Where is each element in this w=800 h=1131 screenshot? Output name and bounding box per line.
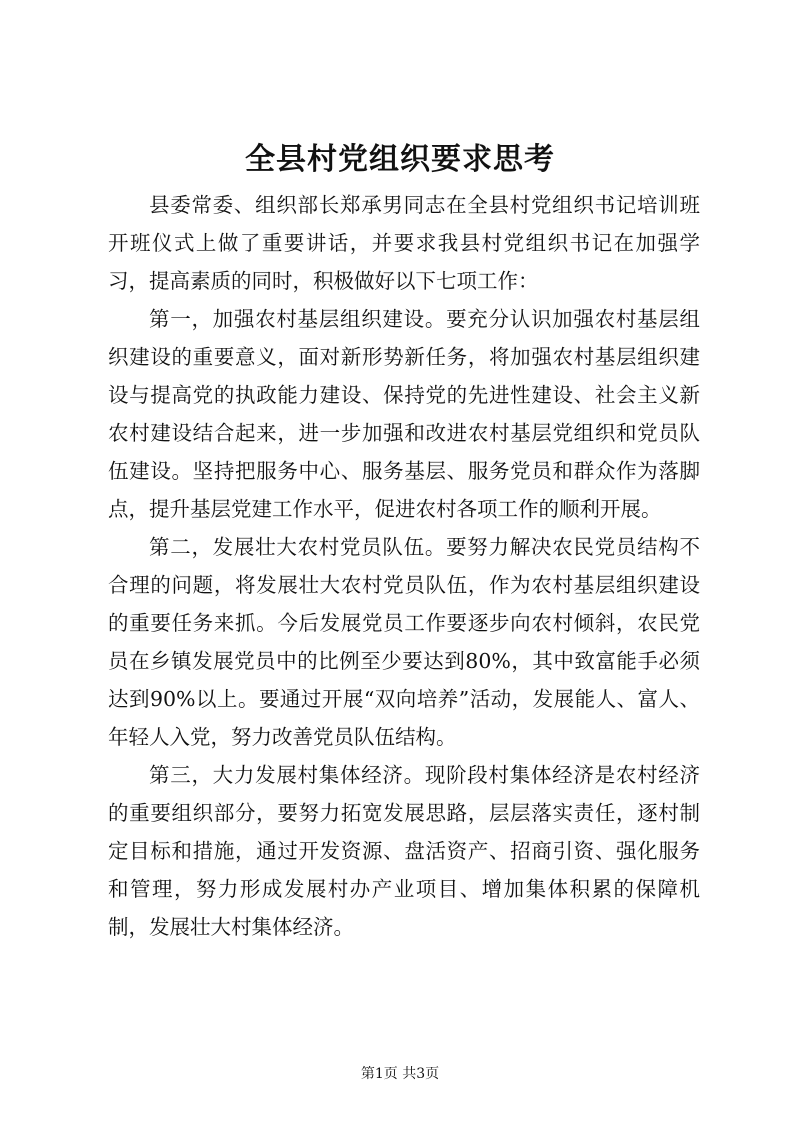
page-footer: 第1页 共3页 [360, 1066, 440, 1082]
paragraph-second-item: 第二，发展壮大农村党员队伍。要努力解决农民党员结构不合理的问题，将发展壮大农村党员队伍，作为农村基层组织建设的重要任务来抓。今后发展党员工作要逐步向农村倾斜，农民党员在乡镇发展党员中的比例至少要达到80%，其中致富能手必须达到90%以上。要通过开展“双向培养”活动，发展能人、富人、年轻人入党，努力改善党员队伍结构。 [108, 535, 700, 749]
paragraph-first-item: 第一，加强农村基层组织建设。要充分认识加强农村基层组织建设的重要意义，面对新形势新任务，将加强农村基层组织建设与提高党的执政能力建设、保持党的先进性建设、社会主义新农村建设结合起来，进一步加强和改进农村基层党组织和党员队伍建设。坚持把服务中心、服务基层、服务党员和群众作为落脚点，提升基层党建工作水平，促进农村各项工作的顺利开展。 [108, 307, 700, 521]
document-body [108, 186, 700, 946]
document-title: 全县村党组织要求思考 [245, 142, 555, 177]
paragraph-third-item: 第三，大力发展村集体经济。现阶段村集体经济是农村经济的重要组织部分，要努力拓宽发展思路，层层落实责任，逐村制定目标和措施，通过开发资源、盘活资产、招商引资、强化服务和管理，努力形成发展村办产业项目、增加集体积累的保障机制，发展壮大村集体经济。 [108, 763, 700, 939]
paragraph-intro: 县委常委、组织部长郑承男同志在全县村党组织书记培训班开班仪式上做了重要讲话，并要求我县村党组织书记在加强学习，提高素质的同时，积极做好以下七项工作： [108, 193, 700, 293]
